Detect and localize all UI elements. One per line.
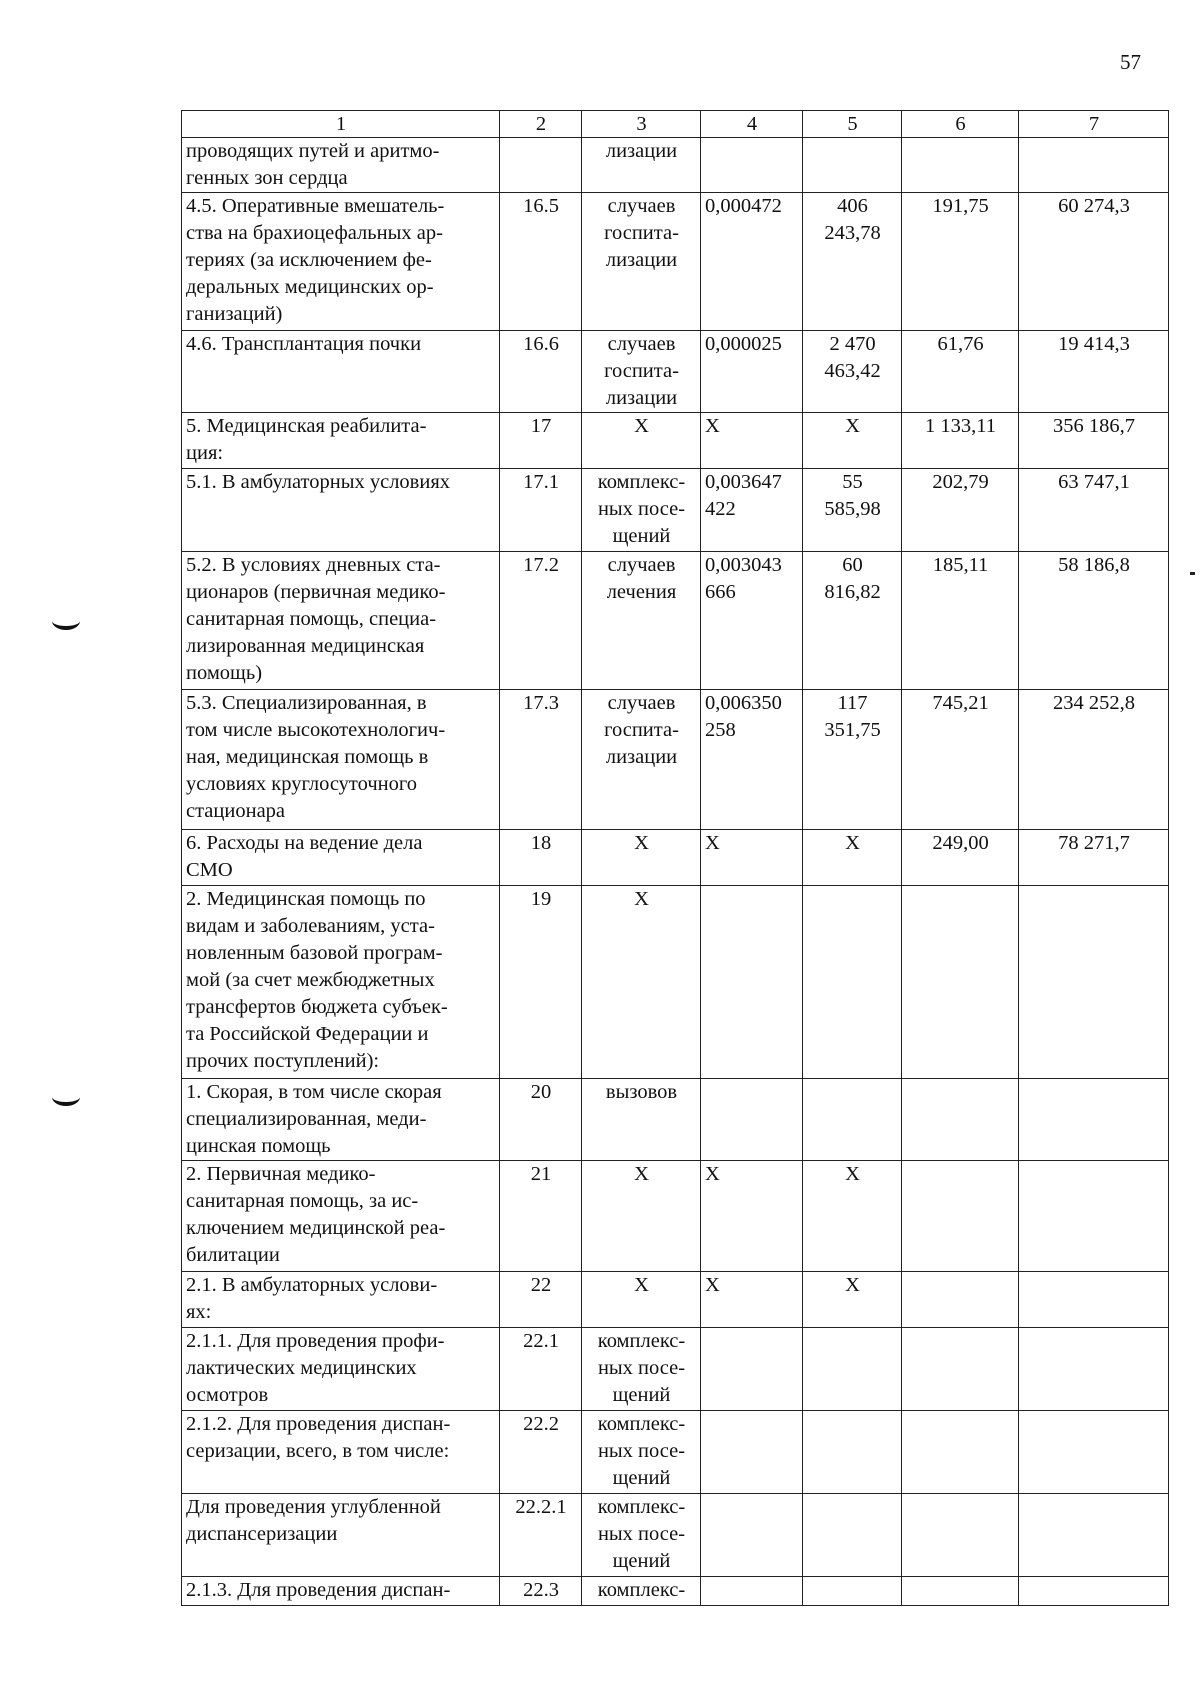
table-cell <box>182 469 500 552</box>
cell-text: 191,75 <box>932 195 989 217</box>
scan-speck <box>1190 572 1195 575</box>
table-cell <box>1019 830 1169 886</box>
cell-text: 2. Медицинская помощь по видам и заболеваниям, уста- новленным базовой програм- мой (за счет межбюджетных трансфертов бюджета субъек- та Российской Федерации и прочих поступлений): <box>186 888 448 1072</box>
table-cell <box>803 886 902 1079</box>
cell-text: 4.6. Трансплантация почки <box>186 333 422 355</box>
cell-text: 21 <box>530 1163 552 1185</box>
cell-text: 60 816,82 <box>824 554 881 603</box>
table-cell <box>701 193 803 331</box>
table-row <box>182 1494 1169 1577</box>
table-cell <box>701 830 803 886</box>
table-cell <box>182 138 500 193</box>
table-cell <box>1019 1577 1169 1606</box>
cell-text: 1. Скорая, в том числе скорая специализированная, меди- цинская помощь <box>186 1081 442 1157</box>
table-cell <box>701 552 803 690</box>
table-cell <box>803 1577 902 1606</box>
cell-text: 0,000025 <box>705 333 782 355</box>
column-header: 3 <box>582 111 701 138</box>
table-cell <box>902 469 1019 552</box>
table-cell <box>1019 1161 1169 1272</box>
table-cell <box>902 138 1019 193</box>
table-cell <box>701 1079 803 1161</box>
cell-text: комплекс- <box>597 1579 686 1601</box>
table-cell <box>500 469 582 552</box>
cell-text: случаев госпита- лизации <box>604 692 679 768</box>
table-cell <box>701 413 803 469</box>
table-cell <box>803 1272 902 1328</box>
cell-text: 61,76 <box>937 333 984 355</box>
table-cell <box>803 552 902 690</box>
table-header-row <box>182 111 1169 138</box>
table-cell <box>1019 1272 1169 1328</box>
table-cell <box>902 830 1019 886</box>
cell-text: 1 133,11 <box>925 415 996 437</box>
cell-text: 19 414,3 <box>1058 333 1130 355</box>
cell-text: 63 747,1 <box>1058 471 1130 493</box>
table-cell <box>1019 138 1169 193</box>
cell-text: 22 <box>530 1274 552 1296</box>
cell-text: 16.5 <box>523 195 559 217</box>
cell-text: 2.1.3. Для проведения диспан- <box>186 1579 451 1601</box>
table-cell <box>803 469 902 552</box>
table-cell <box>1019 1411 1169 1494</box>
table-row <box>182 1577 1169 1606</box>
table-cell <box>701 886 803 1079</box>
table-cell <box>500 1079 582 1161</box>
cell-text: X <box>705 415 720 437</box>
table-cell <box>803 413 902 469</box>
cell-text: 17.1 <box>523 471 559 493</box>
table-cell <box>182 331 500 413</box>
table-cell <box>1019 1079 1169 1161</box>
cell-text: X <box>845 1274 860 1296</box>
table-cell <box>803 1494 902 1577</box>
table-cell <box>902 1411 1019 1494</box>
cell-text: проводящих путей и аритмо- генных зон сердца <box>186 140 440 189</box>
table-cell <box>701 1328 803 1411</box>
cell-text: 2.1.1. Для проведения профи- лактических медицинских осмотров <box>186 1330 445 1406</box>
table-cell <box>1019 331 1169 413</box>
table-cell <box>902 1161 1019 1272</box>
table-cell <box>1019 552 1169 690</box>
table-cell <box>582 1328 701 1411</box>
scan-mark <box>52 612 80 630</box>
cell-text: X <box>705 832 720 854</box>
cell-text: X <box>634 1274 649 1296</box>
data-table <box>181 110 1169 1606</box>
table-cell <box>500 331 582 413</box>
table-row <box>182 1079 1169 1161</box>
table-cell <box>582 1411 701 1494</box>
cell-text: 22.1 <box>523 1330 559 1352</box>
table-cell <box>582 331 701 413</box>
scan-mark <box>52 1088 80 1106</box>
table-cell <box>500 1411 582 1494</box>
table-cell <box>803 331 902 413</box>
table-cell <box>582 1272 701 1328</box>
cell-text: 60 274,3 <box>1058 195 1130 217</box>
table-cell <box>582 830 701 886</box>
cell-text: случаев лечения <box>606 554 677 603</box>
column-header: 5 <box>803 111 902 138</box>
cell-text: 202,79 <box>932 471 989 493</box>
table-cell <box>582 1494 701 1577</box>
cell-text: 22.2 <box>523 1413 559 1435</box>
cell-text: 185,11 <box>932 554 989 576</box>
cell-text: 6. Расходы на ведение дела СМО <box>186 832 423 881</box>
table-cell <box>582 552 701 690</box>
table-cell <box>701 1272 803 1328</box>
table-cell <box>500 413 582 469</box>
table-cell <box>500 1161 582 1272</box>
table-row <box>182 1272 1169 1328</box>
table-cell <box>500 138 582 193</box>
table-cell <box>1019 413 1169 469</box>
cell-text: X <box>634 415 649 437</box>
cell-text: 249,00 <box>932 832 989 854</box>
table-cell <box>803 1079 902 1161</box>
cell-text: 20 <box>530 1081 552 1103</box>
table-cell <box>582 413 701 469</box>
table-cell <box>182 830 500 886</box>
table-row <box>182 193 1169 331</box>
table-cell <box>182 552 500 690</box>
cell-text: 17 <box>530 415 552 437</box>
table-cell <box>582 469 701 552</box>
table-cell <box>500 1272 582 1328</box>
cell-text: 2 470 463,42 <box>824 333 881 382</box>
cell-text: лизации <box>605 140 678 162</box>
cell-text: X <box>634 832 649 854</box>
table-cell <box>500 1328 582 1411</box>
table-cell <box>582 1079 701 1161</box>
cell-text: 356 186,7 <box>1053 415 1135 437</box>
cell-text: 5.1. В амбулаторных условиях <box>186 471 451 493</box>
cell-text: 2.1. В амбулаторных услови- ях: <box>186 1274 438 1323</box>
table-cell <box>1019 1494 1169 1577</box>
table-cell <box>701 690 803 830</box>
cell-text: 4.5. Оперативные вмешатель- ства на брахиоцефальных ар- териях (за исключением фе- деральных медицинских ор- ганизаций) <box>186 195 445 325</box>
cell-text: 745,21 <box>932 692 989 714</box>
table-cell <box>182 1272 500 1328</box>
table-cell <box>182 1161 500 1272</box>
table-cell <box>500 886 582 1079</box>
cell-text: 17.3 <box>523 692 559 714</box>
table-cell <box>182 1328 500 1411</box>
table-cell <box>902 193 1019 331</box>
table-cell <box>182 886 500 1079</box>
page-number: 57 <box>1120 50 1141 74</box>
cell-text: 117 351,75 <box>824 692 881 741</box>
table-cell <box>902 1577 1019 1606</box>
cell-text: случаев госпита- лизации <box>604 195 679 271</box>
cell-text: 17.2 <box>523 554 559 576</box>
table-cell <box>701 138 803 193</box>
cell-text: X <box>845 415 860 437</box>
table-row <box>182 1161 1169 1272</box>
table-cell <box>582 1577 701 1606</box>
cell-text: 58 186,8 <box>1058 554 1130 576</box>
cell-text: 5. Медицинская реабилита- ция: <box>186 415 427 464</box>
table-cell <box>803 193 902 331</box>
table-cell <box>182 1411 500 1494</box>
table-row <box>182 690 1169 830</box>
table-cell <box>582 886 701 1079</box>
table-row <box>182 1411 1169 1494</box>
cell-text: Для проведения углубленной диспансеризации <box>186 1496 441 1545</box>
table-cell <box>701 1411 803 1494</box>
cell-text: 406 243,78 <box>824 195 881 244</box>
cell-text: 2. Первичная медико- санитарная помощь, за ис- ключением медицинской реа- билитации <box>186 1163 446 1266</box>
table-cell <box>500 1494 582 1577</box>
column-header: 6 <box>902 111 1019 138</box>
cell-text: 78 271,7 <box>1058 832 1130 854</box>
column-header: 1 <box>182 111 500 138</box>
table-cell <box>701 1161 803 1272</box>
table-cell <box>582 138 701 193</box>
cell-text: 0,000472 <box>705 195 782 217</box>
table-row <box>182 331 1169 413</box>
table-cell <box>582 690 701 830</box>
cell-text: комплекс- ных посе- щений <box>597 1330 686 1406</box>
table-cell <box>902 413 1019 469</box>
cell-text: X <box>634 1163 649 1185</box>
table-cell <box>902 1079 1019 1161</box>
cell-text: 5.2. В условиях дневных ста- ционаров (первичная медико- санитарная помощь, специа- лизированная медицинская помощь) <box>186 554 446 684</box>
cell-text: случаев госпита- лизации <box>604 333 679 409</box>
table-cell <box>902 1328 1019 1411</box>
cell-text: 55 585,98 <box>824 471 881 520</box>
cell-text: 2.1.2. Для проведения диспан- серизации, всего, в том числе: <box>186 1413 451 1462</box>
table-cell <box>701 469 803 552</box>
cell-text: 22.3 <box>523 1579 559 1601</box>
cell-text: X <box>634 888 649 910</box>
cell-text: X <box>705 1163 720 1185</box>
table-row <box>182 886 1169 1079</box>
table-cell <box>803 138 902 193</box>
table-cell <box>902 331 1019 413</box>
cell-text: 16.6 <box>523 333 559 355</box>
table-row <box>182 1328 1169 1411</box>
table-row <box>182 552 1169 690</box>
cell-text: 0,003043 666 <box>705 554 782 603</box>
table-cell <box>182 1079 500 1161</box>
cell-text: 5.3. Специализированная, в том числе высокотехнологич- ная, медицинская помощь в условиях круглосуточного стационара <box>186 692 446 822</box>
table-cell <box>500 552 582 690</box>
table-cell <box>803 1328 902 1411</box>
table-cell <box>902 690 1019 830</box>
column-header: 2 <box>500 111 582 138</box>
cell-text: X <box>845 832 860 854</box>
table-cell <box>701 331 803 413</box>
table-cell <box>902 552 1019 690</box>
table-cell <box>182 413 500 469</box>
table-cell <box>182 690 500 830</box>
table-cell <box>500 830 582 886</box>
table-cell <box>701 1577 803 1606</box>
table-cell <box>1019 469 1169 552</box>
table-row <box>182 413 1169 469</box>
table-cell <box>803 1411 902 1494</box>
table-cell <box>1019 690 1169 830</box>
cell-text: 22.2.1 <box>515 1496 567 1518</box>
table-cell <box>500 193 582 331</box>
table-cell <box>582 1161 701 1272</box>
table-cell <box>1019 193 1169 331</box>
cell-text: 0,003647 422 <box>705 471 782 520</box>
cell-text: 18 <box>530 832 552 854</box>
table-row <box>182 138 1169 193</box>
cell-text: вызовов <box>605 1081 678 1103</box>
column-header: 7 <box>1019 111 1169 138</box>
table-cell <box>701 1494 803 1577</box>
table-cell <box>803 830 902 886</box>
table-cell <box>1019 1328 1169 1411</box>
cell-text: X <box>845 1163 860 1185</box>
table-cell <box>582 193 701 331</box>
table-cell <box>902 886 1019 1079</box>
table-cell <box>500 1577 582 1606</box>
cell-text: комплекс- ных посе- щений <box>597 471 686 547</box>
cell-text: X <box>705 1274 720 1296</box>
table-cell <box>182 1494 500 1577</box>
cell-text: комплекс- ных посе- щений <box>597 1413 686 1489</box>
table-cell <box>500 690 582 830</box>
table-cell <box>182 193 500 331</box>
column-header: 4 <box>701 111 803 138</box>
cell-text: 19 <box>530 888 552 910</box>
table-cell <box>1019 886 1169 1079</box>
table-cell <box>803 1161 902 1272</box>
table-cell <box>902 1494 1019 1577</box>
table-cell <box>902 1272 1019 1328</box>
cell-text: 0,006350 258 <box>705 692 782 741</box>
cell-text: 234 252,8 <box>1053 692 1135 714</box>
table-row <box>182 830 1169 886</box>
table-cell <box>182 1577 500 1606</box>
table-row <box>182 469 1169 552</box>
table-cell <box>803 690 902 830</box>
cell-text: комплекс- ных посе- щений <box>597 1496 686 1572</box>
